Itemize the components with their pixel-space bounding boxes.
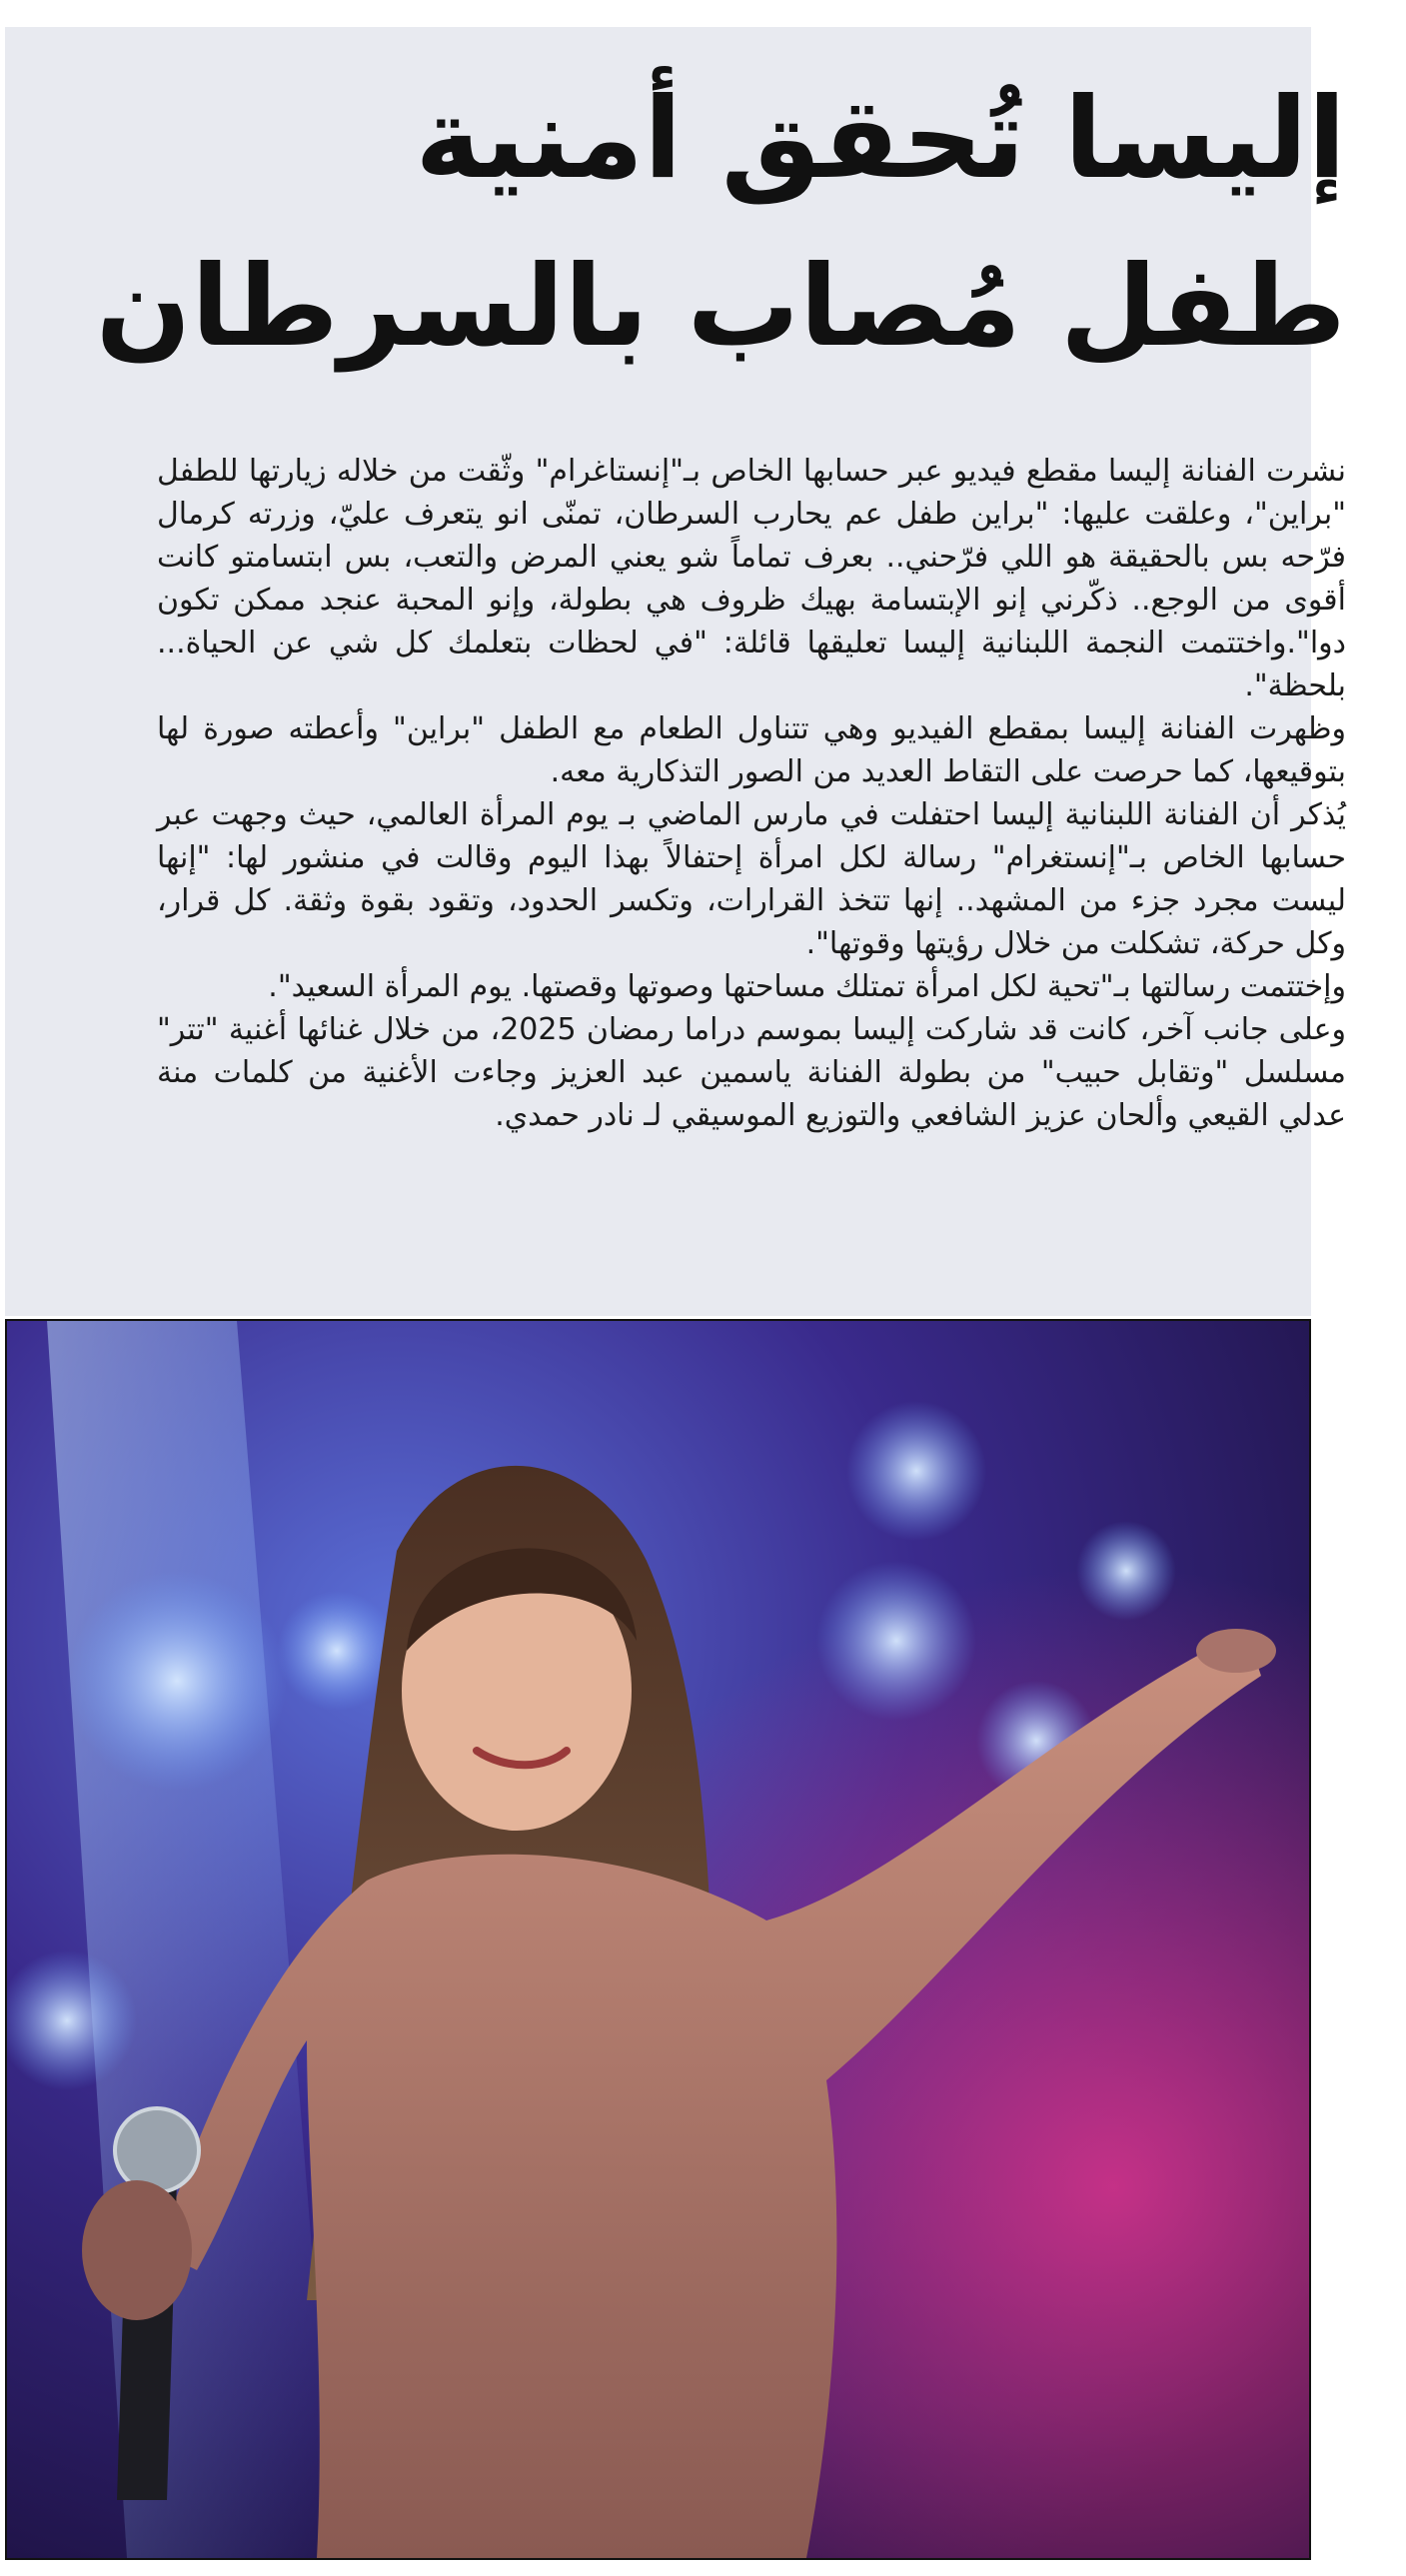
singer-performance-illustration (7, 1321, 1309, 2558)
paragraph-1: نشرت الفنانة إليسا مقطع فيديو عبر حسابها الخاص بـ"إنستاغرام" وثّقت من خلاله زيارتها للطفل "براين"، وعلقت عليها: "براين طفل عم يحارب السرطان، تمنّى انو يتعرف عليّ، وزرته كرمال فرّحه بس بالحقيقة هو اللي فرّحني.. بعرف تماماً شو يعني المرض والتعب، بس ابتسامتو كانت أقوى من الوجع.. ذكّرني إنو الإبتسامة بهيك ظروف هي بطولة، وإنو المحبة عنجد ممكن تكون دوا".واختتمت النجمة اللبنانية إليسا تعليقها قائلة: "في لحظات بتعلمك كل شي عن الحياة... بلحظة". (157, 454, 1346, 703)
headline-line-2: طفل مُصاب بالسرطان (95, 242, 1346, 372)
paragraph-5: وعلى جانب آخر، كانت قد شاركت إليسا بموسم دراما رمضان 2025، من خلال غنائها أغنية "تتر" مسلسل "وتقابل حبيب" من بطولة الفنانة ياسمين عبد العزيز وجاءت الأغنية من كلمات منة عدلي القيعي وألحان عزيز الشافعي والتوزيع الموسيقي لـ نادر حمدي. (157, 1012, 1346, 1133)
headline (95, 55, 1346, 391)
paragraph-3: يُذكر أن الفنانة اللبنانية إليسا احتفلت في مارس الماضي بـ يوم المرأة العالمي، حيث وجهت عبر حسابها الخاص بـ"إنستغرام" رسالة لكل امرأة إحتفالاً بهذا اليوم وقالت في منشور لها: "إنها ليست مجرد جزء من المشهد.. إنها تتخذ القرارات، وتكسر الحدود، وتقود بقوة وثقة. كل قرار، وكل حركة، تشكلت من خلال رؤيتها وقوتها". (157, 797, 1346, 961)
article-photo (5, 1319, 1311, 2560)
paragraph-2: وظهرت الفنانة إليسا بمقطع الفيديو وهي تتناول الطعام مع الطفل "براين" وأعطته صورة لها بتوقيعها، كما حرصت على التقاط العديد من الصور التذكارية معه. (157, 711, 1346, 789)
headline-line-1: إليسا تُحقق أمنية (415, 74, 1346, 204)
paragraph-4: وإختتمت رسالتها بـ"تحية لكل امرأة تمتلك مساحتها وصوتها وقصتها. يوم المرأة السعيد". (268, 969, 1346, 1004)
article-body (157, 450, 1346, 1137)
